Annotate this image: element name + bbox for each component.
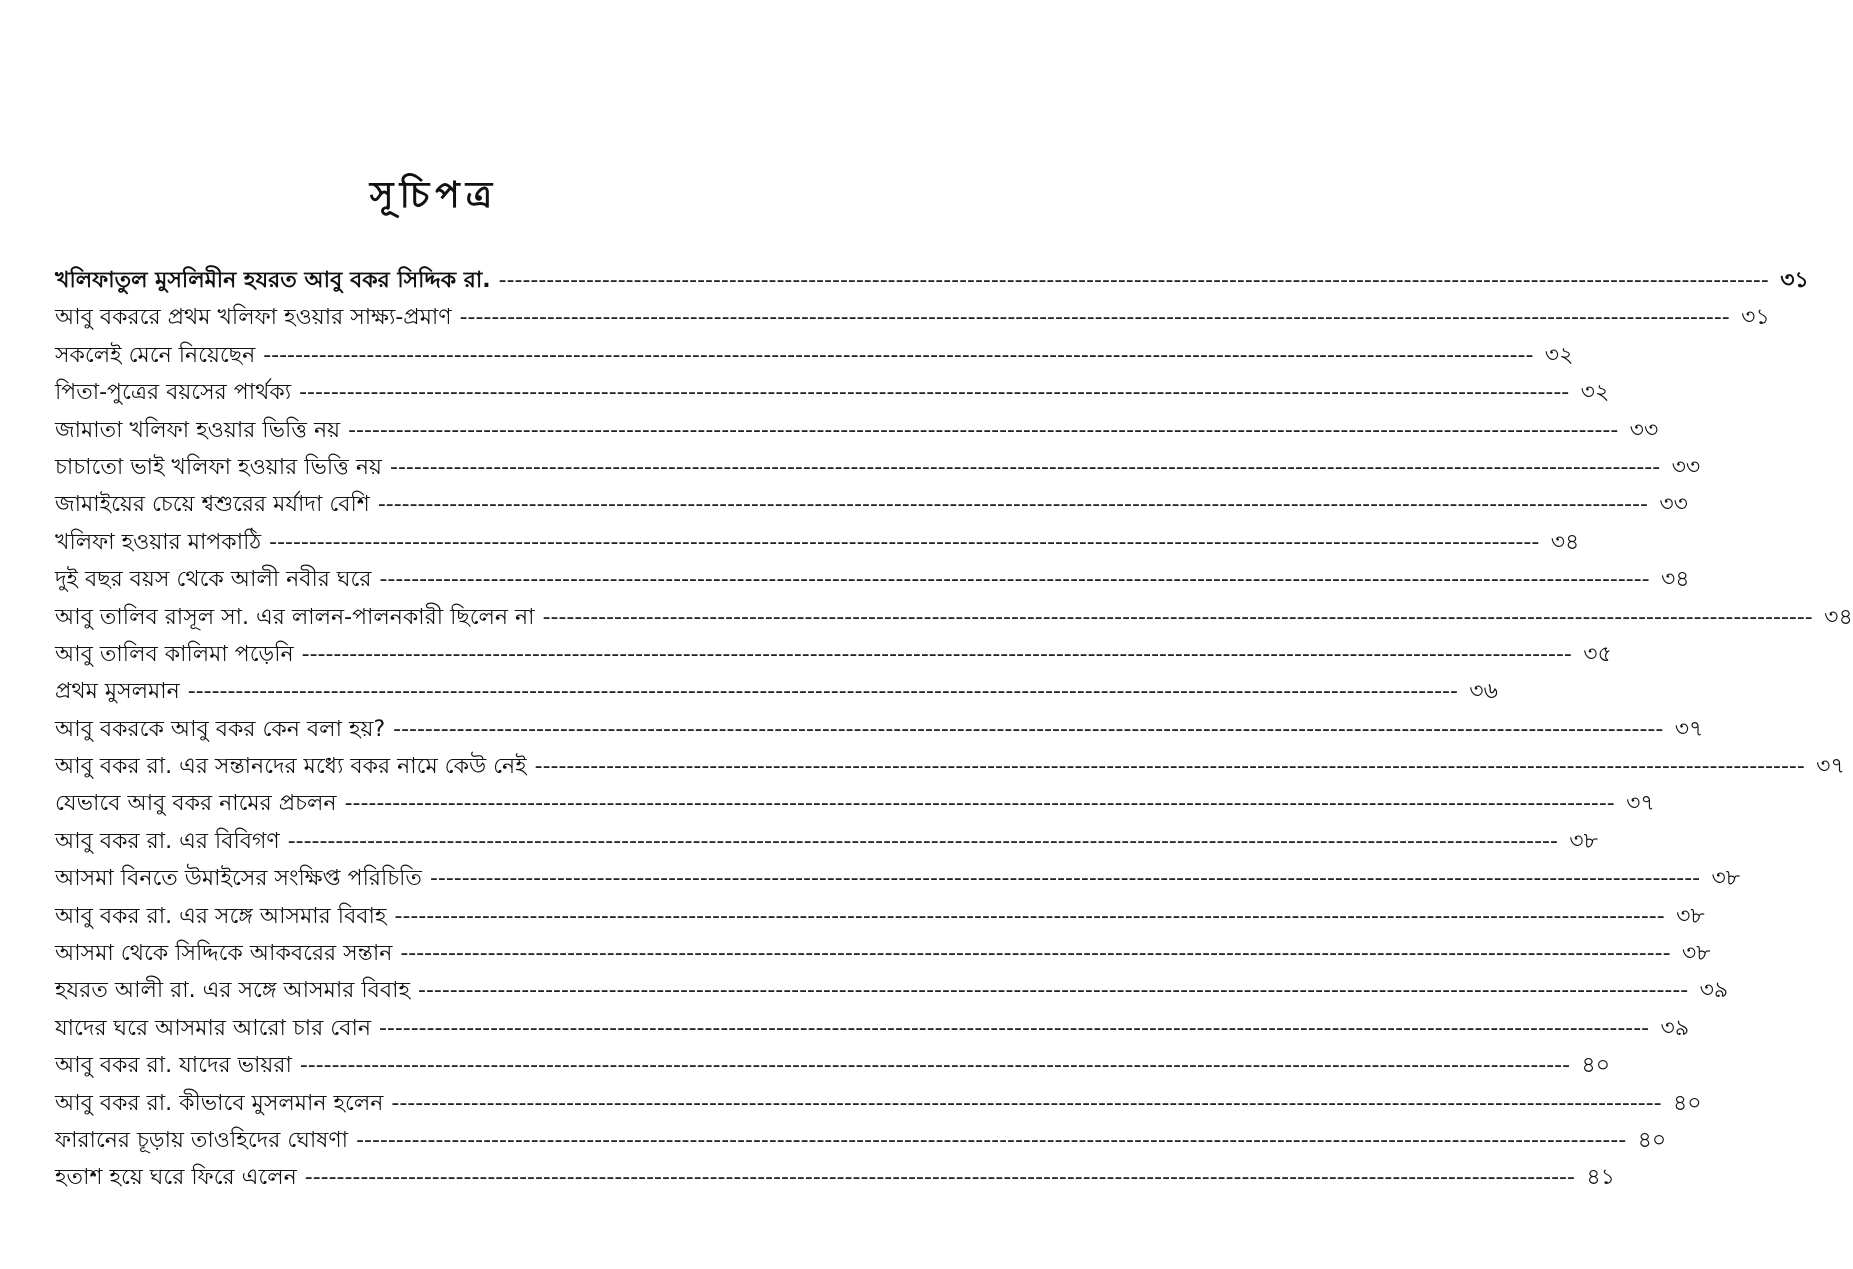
toc-entry-page-number: ৩৮ — [1711, 866, 1741, 892]
page-title: সূচিপত্র — [369, 175, 499, 216]
toc-leader-dashes: ---------------------------------------------------------------------------------------------------------------------------------------------------------------- — [377, 492, 1648, 518]
toc-leader-dashes: ---------------------------------------------------------------------------------------------------------------------------------------------------------------- — [287, 828, 1558, 854]
toc-leader-dashes: ---------------------------------------------------------------------------------------------------------------------------------------------------------------- — [344, 791, 1615, 817]
toc-entry-title: আবু বকর রা. এর সন্তানদের মধ্যে বকর নামে কেউ নেই — [55, 754, 527, 780]
toc-entry-title: হতাশ হয়ে ঘরে ফিরে এলেন — [55, 1165, 297, 1191]
toc-leader-dashes: ---------------------------------------------------------------------------------------------------------------------------------------------------------------- — [498, 268, 1769, 293]
toc-leader-dashes: ---------------------------------------------------------------------------------------------------------------------------------------------------------------- — [418, 978, 1689, 1004]
toc-entry — [55, 785, 1655, 822]
toc-leader-dashes: ---------------------------------------------------------------------------------------------------------------------------------------------------------------- — [459, 305, 1730, 331]
toc-leader-dashes: ---------------------------------------------------------------------------------------------------------------------------------------------------------------- — [356, 1127, 1627, 1153]
toc-entry — [55, 449, 1701, 486]
toc-entry-page-number: ৩৪ — [1550, 529, 1580, 555]
toc-entry — [55, 262, 1809, 299]
toc-entry — [55, 374, 1610, 411]
toc-entry — [55, 1159, 1615, 1196]
toc-entry-page-number: ৩৭ — [1816, 754, 1845, 780]
toc-entry-page-number: ৩৮ — [1681, 941, 1711, 967]
toc-entry — [55, 599, 1853, 636]
toc-entry-title: সকলেই মেনে নিয়েছেন — [55, 342, 256, 368]
toc-entry-page-number: ৩৯ — [1660, 1015, 1690, 1041]
toc-entry-title: দুই বছর বয়স থেকে আলী নবীর ঘরে — [55, 567, 372, 593]
toc-entry — [55, 1010, 1690, 1047]
toc-leader-dashes: ---------------------------------------------------------------------------------------------------------------------------------------------------------------- — [187, 679, 1458, 705]
toc-leader-dashes: ---------------------------------------------------------------------------------------------------------------------------------------------------------------- — [391, 1090, 1662, 1116]
toc-entry-title: আবু বকরকে আবু বকর কেন বলা হয়? — [55, 716, 386, 742]
toc-entry — [55, 412, 1659, 449]
toc-leader-dashes: ---------------------------------------------------------------------------------------------------------------------------------------------------------------- — [429, 866, 1701, 892]
toc-entry — [55, 748, 1845, 785]
toc-entry-title: আবু বকর রা. এর সঙ্গে আসমার বিবাহ — [55, 903, 387, 929]
toc-entry — [55, 299, 1770, 336]
toc-leader-dashes: ---------------------------------------------------------------------------------------------------------------------------------------------------------------- — [390, 454, 1661, 480]
toc-entry-page-number: ৩৩ — [1629, 417, 1659, 443]
table-of-contents — [55, 262, 1853, 1197]
toc-entry — [55, 561, 1690, 598]
toc-entry — [55, 1085, 1702, 1122]
toc-leader-dashes: ---------------------------------------------------------------------------------------------------------------------------------------------------------------- — [394, 903, 1665, 929]
toc-entry-title: পিতা-পুত্রের বয়সের পার্থক্য — [55, 380, 292, 406]
toc-entry-title: হযরত আলী রা. এর সঙ্গে আসমার বিবাহ — [55, 978, 411, 1004]
toc-entry-page-number: ৩৩ — [1659, 492, 1688, 518]
toc-entry-title: আবু বকর রা. এর বিবিগণ — [55, 828, 280, 854]
toc-entry-page-number: ৩৭ — [1626, 791, 1655, 817]
toc-entry-page-number: ৩২ — [1580, 380, 1610, 406]
toc-entry-page-number: ৩৯ — [1699, 978, 1729, 1004]
toc-leader-dashes: ---------------------------------------------------------------------------------------------------------------------------------------------------------------- — [379, 567, 1650, 593]
toc-entry-page-number: ৩৩ — [1671, 454, 1701, 480]
toc-entry-title: যাদের ঘরে আসমার আরো চার বোন — [55, 1015, 371, 1041]
toc-entry-page-number: ৩৪ — [1824, 604, 1853, 630]
toc-entry-page-number: ৩১ — [1741, 305, 1770, 331]
toc-entry-title: আসমা বিনতে উমাইসের সংক্ষিপ্ত পরিচিতি — [55, 866, 422, 892]
toc-entry — [55, 823, 1598, 860]
toc-entry-page-number: ৪০ — [1581, 1053, 1611, 1079]
toc-entry-page-number: ৩৮ — [1569, 828, 1598, 854]
toc-leader-dashes: ---------------------------------------------------------------------------------------------------------------------------------------------------------------- — [393, 716, 1664, 742]
toc-leader-dashes: ---------------------------------------------------------------------------------------------------------------------------------------------------------------- — [269, 529, 1540, 555]
toc-entry-page-number: ৩৮ — [1676, 903, 1705, 929]
toc-entry-page-number: ৩৫ — [1583, 641, 1612, 667]
toc-entry-page-number: ৪০ — [1672, 1090, 1702, 1116]
toc-entry — [55, 860, 1741, 897]
toc-entry-page-number: ৪১ — [1586, 1165, 1615, 1191]
toc-entry — [55, 972, 1729, 1009]
toc-leader-dashes: ---------------------------------------------------------------------------------------------------------------------------------------------------------------- — [542, 604, 1813, 630]
toc-entry-page-number: ৩১ — [1780, 268, 1809, 293]
toc-entry — [55, 1047, 1611, 1084]
toc-leader-dashes: ---------------------------------------------------------------------------------------------------------------------------------------------------------------- — [304, 1165, 1575, 1191]
toc-leader-dashes: ---------------------------------------------------------------------------------------------------------------------------------------------------------------- — [299, 380, 1570, 406]
toc-entry-title: চাচাতো ভাই খলিফা হওয়ার ভিত্তি নয় — [55, 454, 383, 480]
toc-entry-page-number: ৩২ — [1544, 342, 1574, 368]
toc-entry — [55, 636, 1612, 673]
toc-entry-title: আবু বকর রা. যাদের ভায়রা — [55, 1053, 292, 1079]
toc-entry-page-number: ৩৪ — [1661, 567, 1690, 593]
toc-entry — [55, 1122, 1667, 1159]
toc-entry-title: খলিফা হওয়ার মাপকাঠি — [55, 529, 262, 555]
toc-entry — [55, 898, 1705, 935]
toc-leader-dashes: ---------------------------------------------------------------------------------------------------------------------------------------------------------------- — [378, 1015, 1650, 1041]
toc-entry-title: যেভাবে আবু বকর নামের প্রচলন — [55, 791, 337, 817]
toc-entry-page-number: ৩৭ — [1674, 716, 1704, 742]
toc-entry — [55, 524, 1580, 561]
toc-leader-dashes: ---------------------------------------------------------------------------------------------------------------------------------------------------------------- — [400, 941, 1671, 967]
toc-leader-dashes: ---------------------------------------------------------------------------------------------------------------------------------------------------------------- — [534, 754, 1805, 780]
toc-leader-dashes: ---------------------------------------------------------------------------------------------------------------------------------------------------------------- — [348, 417, 1619, 443]
toc-entry-title: ফারানের চূড়ায় তাওহিদের ঘোষণা — [55, 1127, 349, 1153]
toc-entry-title: জামাইয়ের চেয়ে শ্বশুরের মর্যাদা বেশি — [55, 492, 370, 518]
toc-leader-dashes: ---------------------------------------------------------------------------------------------------------------------------------------------------------------- — [263, 342, 1534, 368]
toc-entry — [55, 486, 1688, 523]
toc-entry-title: আসমা থেকে সিদ্দিকে আকবরের সন্তান — [55, 941, 393, 967]
toc-entry — [55, 711, 1704, 748]
toc-entry-page-number: ৪০ — [1637, 1127, 1667, 1153]
toc-leader-dashes: ---------------------------------------------------------------------------------------------------------------------------------------------------------------- — [299, 1053, 1571, 1079]
toc-leader-dashes: ---------------------------------------------------------------------------------------------------------------------------------------------------------------- — [301, 641, 1572, 667]
toc-entry-title: আবু বকর রা. কীভাবে মুসলমান হলেন — [55, 1090, 384, 1116]
toc-entry — [55, 337, 1574, 374]
toc-entry — [55, 935, 1711, 972]
toc-entry-title: আবু তালিব কালিমা পড়েনি — [55, 641, 294, 667]
toc-entry-title: খলিফাতুল মুসলিমীন হযরত আবু বকর সিদ্দিক রা. — [55, 268, 491, 293]
toc-entry — [55, 673, 1498, 710]
toc-entry-title: আবু তালিব রাসূল সা. এর লালন-পালনকারী ছিলেন না — [55, 604, 535, 630]
toc-entry-title: প্রথম মুসলমান — [55, 679, 180, 705]
toc-entry-page-number: ৩৬ — [1469, 679, 1498, 705]
toc-entry-title: আবু বকররে প্রথম খলিফা হওয়ার সাক্ষ্য-প্রমাণ — [55, 305, 452, 331]
toc-entry-title: জামাতা খলিফা হওয়ার ভিত্তি নয় — [55, 417, 341, 443]
